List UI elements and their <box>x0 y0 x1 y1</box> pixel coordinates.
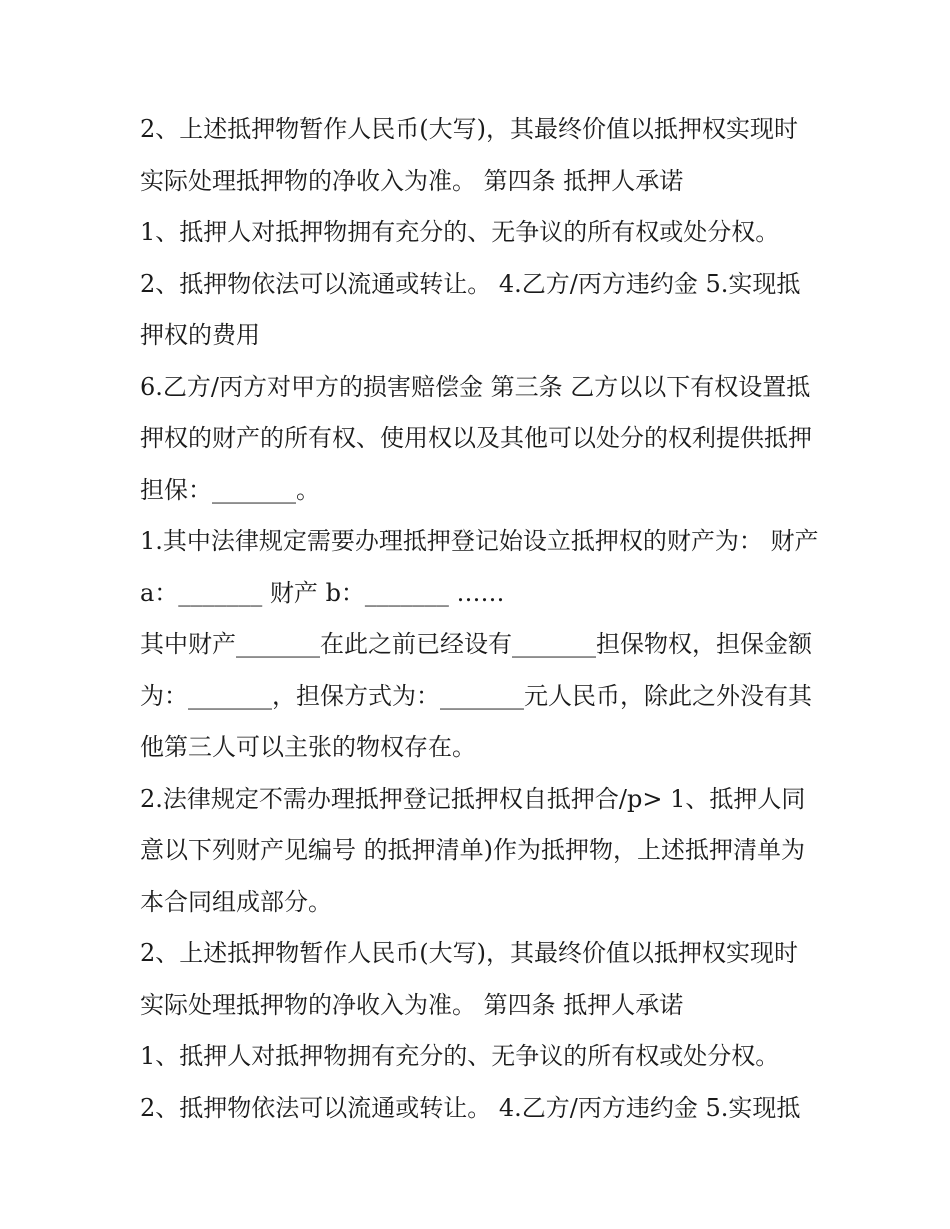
paragraph-ownership-repeat: 1、抵押人对抵押物拥有充分的、无争议的所有权或处分权。 <box>140 1042 780 1070</box>
paragraph-mortgage-value-repeat: 2、上述抵押物暂作人民币(大写)，其最终价值以抵押权实现时实际处理抵押物的净收入为准。 第四条 抵押人承诺 <box>140 939 798 1019</box>
paragraph-ownership: 1、抵押人对抵押物拥有充分的、无争议的所有权或处分权。 <box>140 218 780 246</box>
paragraph-transferable-repeat: 2、抵押物依法可以流通或转让。 4.乙方/丙方违约金 5.实现抵 <box>140 1093 801 1122</box>
paragraph-mortgage-value: 2、上述抵押物暂作人民币(大写)，其最终价值以抵押权实现时实际处理抵押物的净收入为准。 第四条 抵押人承诺 <box>140 115 798 195</box>
paragraph-registration-required: 1.其中法律规定需要办理抵押登记始设立抵押权的财产为： 财产 a：_______ 财产 b：_______ …… <box>140 527 819 607</box>
paragraph-registration-not-required: 2.法律规定不需办理抵押登记抵押权自抵押合/p> 1、抵押人同意以下列财产见编号 的抵押清单)作为抵押物，上述抵押清单为本合同组成部分。 <box>140 784 806 916</box>
paragraph-existing-security: 其中财产_______在此之前已经设有_______担保物权，担保金额为：_______，担保方式为：_______元人民币，除此之外没有其他第三人可以主张的物权存在。 <box>140 630 812 761</box>
paragraph-transferable: 2、抵押物依法可以流通或转让。 4.乙方/丙方违约金 5.实现抵押权的费用 <box>140 269 801 349</box>
document-body <box>140 104 820 1134</box>
paragraph-damages-article-three: 6.乙方/丙方对甲方的损害赔偿金 第三条 乙方以以下有权设置抵押权的财产的所有权、使用权以及其他可以处分的权利提供抵押担保：_______。 <box>140 372 812 504</box>
